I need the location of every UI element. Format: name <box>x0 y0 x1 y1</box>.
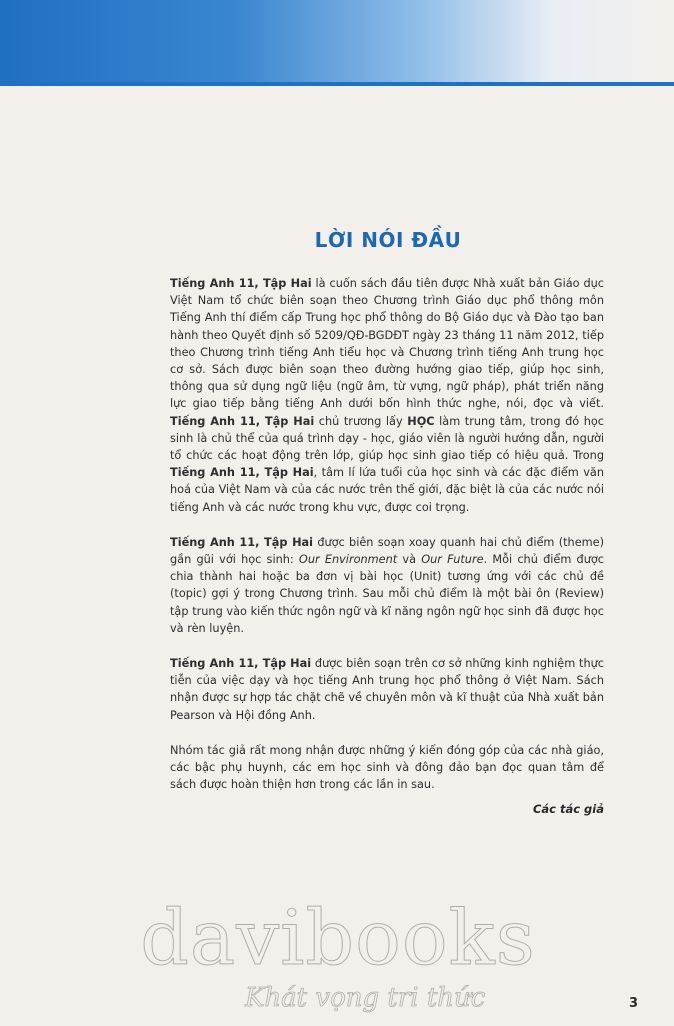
text-run: là cuốn sách đầu tiên được Nhà xuất bản Giáo dục Việt Nam tổ chức biên soạn theo Chương trình Giáo dục phổ thông môn Tiếng Anh thí điểm cấp Trung học phổ thông do Bộ Giáo dục và Đào tạo ban hành theo Quyết định số 5209/QĐ-BGDĐT ngày 23 tháng 11 năm 2012, tiếp theo Chương trình tiếng Anh tiểu học và Chương trình tiếng Anh trung học cơ sở. Sách được biên soạn theo đường hướng giao tiếp, giúp học sinh, thông qua sử dụng ngữ liệu (ngữ âm, từ vựng, ngữ pháp), phát triển năng lực giao tiếp bằng tiếng Anh dưới bốn hình thức nghe, nói, đọc và viết. <box>170 277 604 411</box>
book-title-bold: Tiếng Anh 11, Tập Hai <box>170 657 312 671</box>
watermark-slogan: Khát vọng tri thức <box>245 983 486 1013</box>
text-run: , tâm lí lứa tuổi của học sinh và các đặc điểm văn hoá của Việt Nam và của các nước trên thế giới, đặc biệt là của các nước nói tiếng Anh và các nước trong khu vực, được coi trọng. <box>170 466 604 514</box>
book-title-bold: Tiếng Anh 11, Tập Hai <box>170 466 314 480</box>
book-title-bold: Tiếng Anh 11, Tập Hai <box>170 414 315 428</box>
emphasis-bold: HỌC <box>407 414 435 428</box>
header-color-band <box>0 0 674 82</box>
text-run: chủ trương lấy <box>314 414 408 428</box>
text-run: làm trung tâm, trong đó học sinh là chủ thể của quá trình dạy - học, giáo viên là người hướng dẫn, người tổ chức các hoạt động trên lớp, giúp học sinh giao tiếp có hiệu quả. Trong <box>170 414 604 463</box>
paragraph-3 <box>170 655 604 724</box>
paragraph-4 <box>170 742 604 794</box>
book-title-bold: Tiếng Anh 11, Tập Hai <box>170 535 314 549</box>
header-rule <box>0 82 674 86</box>
paragraph-1 <box>170 275 604 516</box>
text-run: và <box>397 553 422 567</box>
theme-name-italic: Our Environment <box>298 553 398 567</box>
signature: Các tác giả <box>532 802 604 816</box>
paragraph-2 <box>170 534 604 637</box>
watermark-brand: davibooks <box>140 893 536 982</box>
text-run: . Mỗi chủ điểm được chia thành hai hoặc ba đơn vị bài học (Unit) tương ứng với các chủ đề (topic) gợi ý trong Chương trình. Sau mỗi chủ điểm là một bài ôn (Review) tập trung vào kiến thức ngôn ngữ và kĩ năng ngôn ngữ học sinh đã được học và rèn luyện. <box>170 553 605 635</box>
text-run: được biên soạn trên cơ sở những kinh nghiệm thực tiễn của việc dạy và học tiếng Anh trung học phổ thông ở Việt Nam. Sách nhận được sự hợp tác chặt chẽ về chuyên môn và kĩ thuật của Nhà xuất bản Pearson và Hội đồng Anh. <box>170 657 605 722</box>
page-title: LỜI NÓI ĐẦU <box>314 228 462 252</box>
text-run: Nhóm tác giả rất mong nhận được những ý kiến đóng góp của các nhà giáo, các bậc phụ huynh, các em học sinh và đông đảo bạn đọc quan tâm để sách được hoàn thiện hơn trong các lần in sau. <box>170 743 604 792</box>
preface-body <box>170 275 604 811</box>
text-run: được biên soạn xoay quanh hai chủ điểm (theme) gần gũi với học sinh: <box>170 535 605 567</box>
book-title-bold: Tiếng Anh 11, Tập Hai <box>170 277 312 290</box>
page-number: 3 <box>628 996 638 1011</box>
theme-name-italic: Our Future <box>421 553 484 567</box>
